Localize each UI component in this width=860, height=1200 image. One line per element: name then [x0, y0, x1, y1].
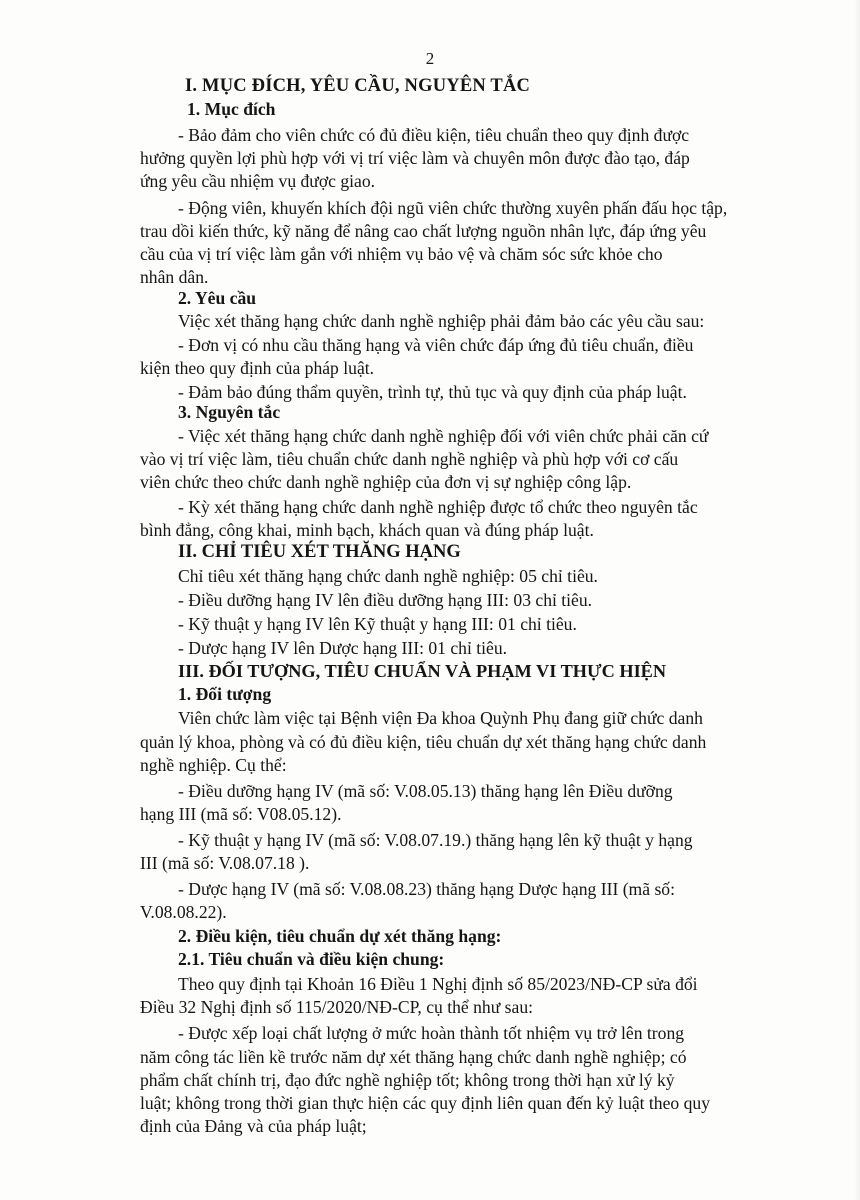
- paragraph-line: - Được xếp loại chất lượng ở mức hoàn thành tốt nhiệm vụ trở lên trong: [178, 1023, 685, 1043]
- paragraph-line: vào vị trí việc làm, tiêu chuẩn chức danh nghề nghiệp và phù hợp với cơ cấu: [140, 449, 679, 469]
- paragraph-line: - Kỹ thuật y hạng IV (mã số: V.08.07.19.) thăng hạng lên kỹ thuật y hạng: [178, 830, 693, 850]
- paragraph-line: - Dược hạng IV (mã số: V.08.08.23) thăng hạng Dược hạng III (mã số:: [178, 879, 675, 899]
- subheading-principles: 3. Nguyên tắc: [178, 402, 281, 422]
- section-heading-2: II. CHỈ TIÊU XÉT THĂNG HẠNG: [178, 542, 461, 562]
- paragraph-line: bình đẳng, công khai, minh bạch, khách quan và đúng pháp luật.: [140, 520, 594, 540]
- paragraph-line: phẩm chất chính trị, đạo đức nghề nghiệp tốt; không trong thời hạn xử lý kỷ: [140, 1070, 675, 1090]
- subheading-requirements: 2. Yêu cầu: [178, 288, 257, 308]
- paragraph-line: - Đơn vị có nhu cầu thăng hạng và viên chức đáp ứng đủ tiêu chuẩn, điều: [178, 335, 694, 355]
- paragraph-line: hạng III (mã số: V08.05.12).: [140, 804, 342, 824]
- paragraph-line: trau dồi kiến thức, kỹ năng để nâng cao chất lượng nguồn nhân lực, đáp ứng yêu: [140, 221, 707, 241]
- paragraph-line: - Điều dưỡng hạng IV (mã số: V.08.05.13) thăng hạng lên Điều dưỡng: [178, 781, 673, 801]
- section-heading-3: III. ĐỐI TƯỢNG, TIÊU CHUẨN VÀ PHẠM VI THỰC HIỆN: [178, 661, 667, 681]
- paragraph-line: - Việc xét thăng hạng chức danh nghề nghiệp đối với viên chức phải căn cứ: [178, 426, 709, 446]
- paragraph-line: - Bảo đảm cho viên chức có đủ điều kiện, tiêu chuẩn theo quy định được: [178, 125, 690, 145]
- paragraph-line: cầu của vị trí việc làm gắn với nhiệm vụ bảo vệ và chăm sóc sức khỏe cho: [140, 244, 663, 264]
- page-number: 2: [425, 49, 435, 68]
- paragraph-line: nghề nghiệp. Cụ thể:: [140, 755, 287, 775]
- paragraph-line: năm công tác liền kề trước năm dự xét thăng hạng chức danh nghề nghiệp; có: [140, 1047, 687, 1067]
- paragraph-line: V.08.08.22).: [140, 902, 227, 922]
- paragraph-line: luật; không trong thời gian thực hiện các quy định liên quan đến kỷ luật theo quy: [140, 1093, 710, 1113]
- paragraph-line: viên chức theo chức danh nghề nghiệp của đơn vị sự nghiệp công lập.: [140, 472, 632, 492]
- paragraph-line: Viên chức làm việc tại Bệnh viện Đa khoa Quỳnh Phụ đang giữ chức danh: [178, 708, 703, 728]
- paragraph-line: ứng yêu cầu nhiệm vụ được giao.: [140, 171, 376, 191]
- paragraph-line: Điều 32 Nghị định số 115/2020/NĐ-CP, cụ thể như sau:: [140, 997, 533, 1017]
- subheading-purpose: 1. Mục đích: [187, 99, 276, 119]
- paragraph-line: - Điều dưỡng hạng IV lên điều dưỡng hạng III: 03 chỉ tiêu.: [178, 590, 593, 610]
- subheading-subjects: 1. Đối tượng: [178, 684, 272, 704]
- subheading-general-criteria: 2.1. Tiêu chuẩn và điều kiện chung:: [178, 949, 445, 969]
- paragraph-line: Việc xét thăng hạng chức danh nghề nghiệp phải đảm bảo các yêu cầu sau:: [178, 311, 705, 331]
- paragraph-line: - Động viên, khuyến khích đội ngũ viên chức thường xuyên phấn đấu học tập,: [178, 198, 728, 218]
- page-edge-shadow: [854, 0, 860, 1200]
- paragraph-line: kiện theo quy định của pháp luật.: [140, 358, 375, 378]
- paragraph-line: Theo quy định tại Khoản 16 Điều 1 Nghị định số 85/2023/NĐ-CP sửa đổi: [178, 974, 698, 994]
- paragraph-line: - Dược hạng IV lên Dược hạng III: 01 chỉ tiêu.: [178, 638, 508, 658]
- subheading-conditions: 2. Điều kiện, tiêu chuẩn dự xét thăng hạng:: [178, 926, 502, 946]
- paragraph-line: - Đảm bảo đúng thẩm quyền, trình tự, thủ tục và quy định của pháp luật.: [178, 382, 687, 402]
- section-heading-1: I. MỤC ĐÍCH, YÊU CẦU, NGUYÊN TẮC: [185, 76, 531, 96]
- paragraph-line: định của Đảng và của pháp luật;: [140, 1116, 367, 1136]
- paragraph-line: nhân dân.: [140, 267, 209, 287]
- paragraph-line: quản lý khoa, phòng và có đủ điều kiện, tiêu chuẩn dự xét thăng hạng chức danh: [140, 732, 707, 752]
- paragraph-line: Chỉ tiêu xét thăng hạng chức danh nghề nghiệp: 05 chỉ tiêu.: [178, 566, 598, 586]
- paragraph-line: - Kỳ xét thăng hạng chức danh nghề nghiệp được tổ chức theo nguyên tắc: [178, 497, 698, 517]
- paragraph-line: hưởng quyền lợi phù hợp với vị trí việc làm và chuyên môn được đào tạo, đáp: [140, 148, 690, 168]
- paragraph-line: III (mã số: V.08.07.18 ).: [140, 853, 310, 873]
- paragraph-line: - Kỹ thuật y hạng IV lên Kỹ thuật y hạng III: 01 chỉ tiêu.: [178, 614, 577, 634]
